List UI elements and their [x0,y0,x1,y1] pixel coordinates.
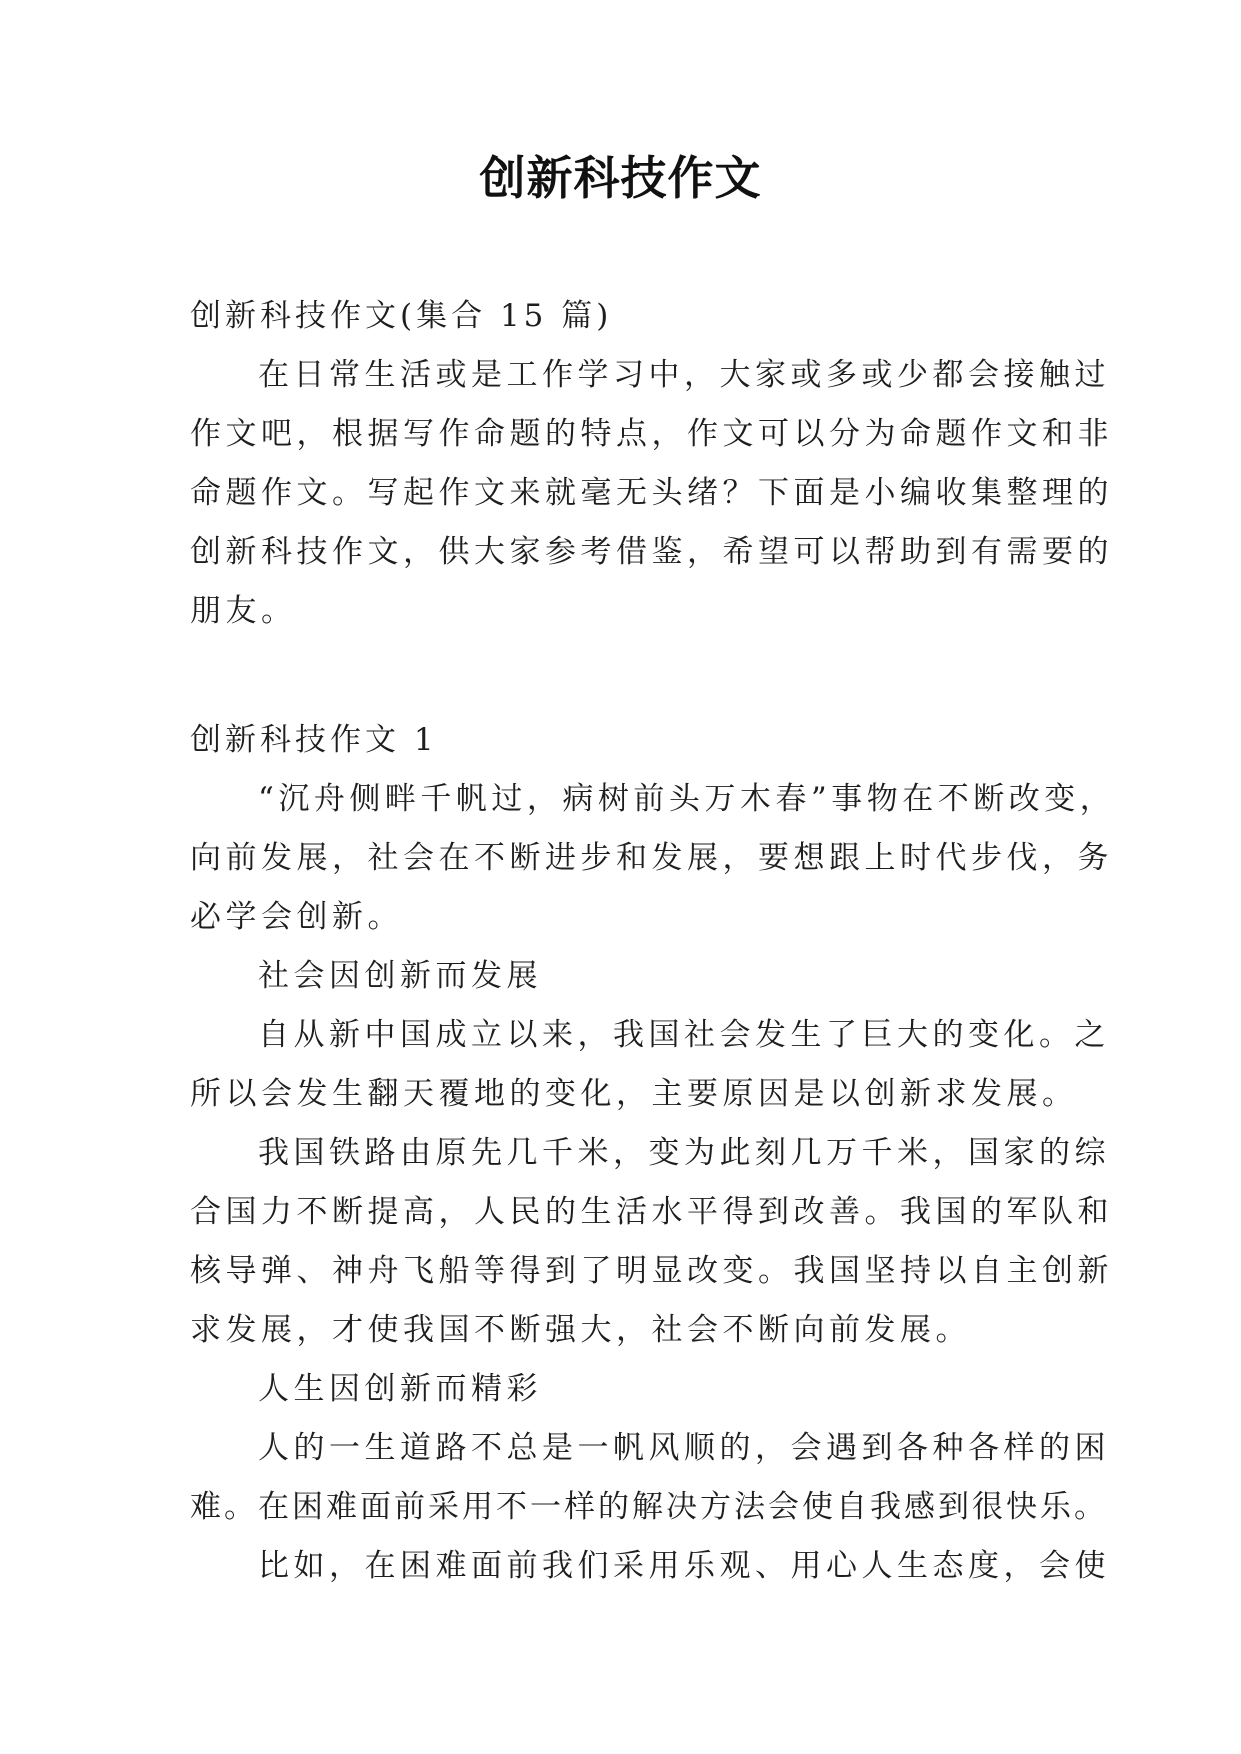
paragraph-line: 人的一生道路不总是一帆风顺的，会遇到各种各样的困 [258,1430,1110,1466]
paragraph-line: 比如，在困难面前我们采用乐观、用心人生态度，会使 [258,1548,1110,1584]
paragraph-line: 向前发展，社会在不断进步和发展，要想跟上时代步伐，务 [190,840,1113,876]
essay-heading: 创新科技作文 1 [190,722,438,758]
document-body [190,287,1116,1596]
subheading-line: 社会因创新而发展 [258,958,542,994]
subheading-line: 人生因创新而精彩 [258,1371,542,1407]
paragraph-line: “沉舟侧畔千帆过，病树前头万木春”事物在不断改变， [258,781,1116,817]
paragraph-line: 核导弹、神舟飞船等得到了明显改变。我国坚持以自主创新 [190,1253,1113,1289]
paragraph-line: 朋友。 [190,593,297,629]
paragraph-line: 求发展，才使我国不断强大，社会不断向前发展。 [190,1312,971,1348]
paragraph-line: 命题作文。写起作文来就毫无头绪？下面是小编收集整理的 [190,475,1113,511]
paragraph-line: 合国力不断提高，人民的生活水平得到改善。我国的军队和 [190,1194,1113,1230]
document-title: 创新科技作文 [479,151,762,205]
paragraph-line: 所以会发生翻天覆地的变化，主要原因是以创新求发展。 [190,1076,1078,1112]
paragraph-line: 在日常生活或是工作学习中，大家或多或少都会接触过 [258,357,1110,393]
paragraph-line: 自从新中国成立以来，我国社会发生了巨大的变化。之 [258,1017,1110,1053]
intro-heading: 创新科技作文(集合 15 篇) [190,298,613,334]
section-spacer [190,641,1052,711]
paragraph-line: 必学会创新。 [190,899,403,935]
paragraph-line: 作文吧，根据写作命题的特点，作文可以分为命题作文和非 [190,416,1113,452]
paragraph-line: 创新科技作文，供大家参考借鉴，希望可以帮助到有需要的 [190,534,1113,570]
paragraph-line: 我国铁路由原先几千米，变为此刻几万千米，国家的综 [258,1135,1110,1171]
paragraph-line: 难。在困难面前采用不一样的解决方法会使自我感到很快乐。 [190,1489,1108,1525]
